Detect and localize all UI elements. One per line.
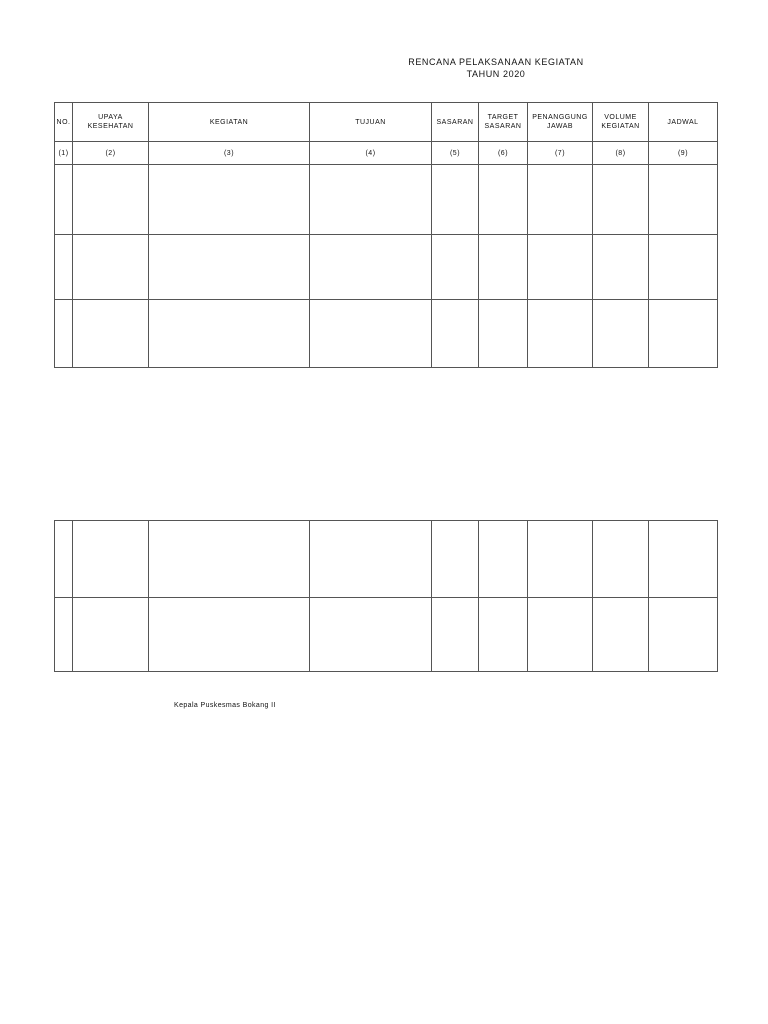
header-jadwal: JADWAL <box>649 103 718 142</box>
table-cell <box>73 521 149 598</box>
column-number-row <box>55 142 718 165</box>
table-row <box>55 300 718 368</box>
column-number: (7) <box>528 142 593 165</box>
column-number: (8) <box>593 142 649 165</box>
table-cell <box>432 598 479 672</box>
column-number: (6) <box>479 142 528 165</box>
table-cell <box>73 300 149 368</box>
header-volume-kegiatan: VOLUME KEGIATAN <box>593 103 649 142</box>
table-cell <box>73 598 149 672</box>
document-title: RENCANA PELAKSANAAN KEGIATAN <box>408 57 584 67</box>
table-cell <box>649 521 718 598</box>
table-cell <box>593 235 649 300</box>
activity-plan-table <box>54 102 718 368</box>
table-row <box>55 521 718 598</box>
table-cell <box>432 300 479 368</box>
table-row <box>55 235 718 300</box>
column-number: (1) <box>55 142 73 165</box>
header-row <box>55 103 718 142</box>
table-cell <box>149 521 310 598</box>
table-cell <box>649 598 718 672</box>
table-cell <box>479 521 528 598</box>
header-target-sasaran: TARGET SASARAN <box>479 103 528 142</box>
table-cell <box>528 598 593 672</box>
table-cell <box>55 165 73 235</box>
table-cell <box>479 165 528 235</box>
header-kegiatan: KEGIATAN <box>149 103 310 142</box>
header-sasaran: SASARAN <box>432 103 479 142</box>
table-cell <box>310 598 432 672</box>
table-cell <box>310 235 432 300</box>
column-number: (4) <box>310 142 432 165</box>
activity-plan-table-continued <box>54 520 718 672</box>
table-cell <box>73 165 149 235</box>
table-cell <box>310 521 432 598</box>
table-row <box>55 165 718 235</box>
table-cell <box>55 521 73 598</box>
table-cell <box>432 521 479 598</box>
column-number: (9) <box>649 142 718 165</box>
table-cell <box>73 235 149 300</box>
table-cell <box>593 165 649 235</box>
table-cell <box>649 165 718 235</box>
table-cell <box>593 598 649 672</box>
table-cell <box>528 521 593 598</box>
column-number: (2) <box>73 142 149 165</box>
document-year: TAHUN 2020 <box>466 69 526 79</box>
column-number: (3) <box>149 142 310 165</box>
table-cell <box>432 165 479 235</box>
table-cell <box>479 235 528 300</box>
table-cell <box>149 300 310 368</box>
table-cell <box>649 235 718 300</box>
table-cell <box>55 235 73 300</box>
table-cell <box>149 235 310 300</box>
table-cell <box>479 598 528 672</box>
table-cell <box>528 165 593 235</box>
table-cell <box>149 165 310 235</box>
column-number: (5) <box>432 142 479 165</box>
table-cell <box>528 300 593 368</box>
table-cell <box>593 300 649 368</box>
table-row <box>55 598 718 672</box>
table-cell <box>310 165 432 235</box>
table-cell <box>55 598 73 672</box>
header-no: NO. <box>55 103 73 142</box>
table-cell <box>593 521 649 598</box>
table-cell <box>479 300 528 368</box>
header-upaya-kesehatan: UPAYA KESEHATAN <box>73 103 149 142</box>
table-cell <box>432 235 479 300</box>
table-cell <box>528 235 593 300</box>
header-penanggung-jawab: PENANGGUNG JAWAB <box>528 103 593 142</box>
table-cell <box>149 598 310 672</box>
header-tujuan: TUJUAN <box>310 103 432 142</box>
table-cell <box>55 300 73 368</box>
table-cell <box>649 300 718 368</box>
signature-label: Kepala Puskesmas Bokang II <box>174 702 276 709</box>
table-cell <box>310 300 432 368</box>
